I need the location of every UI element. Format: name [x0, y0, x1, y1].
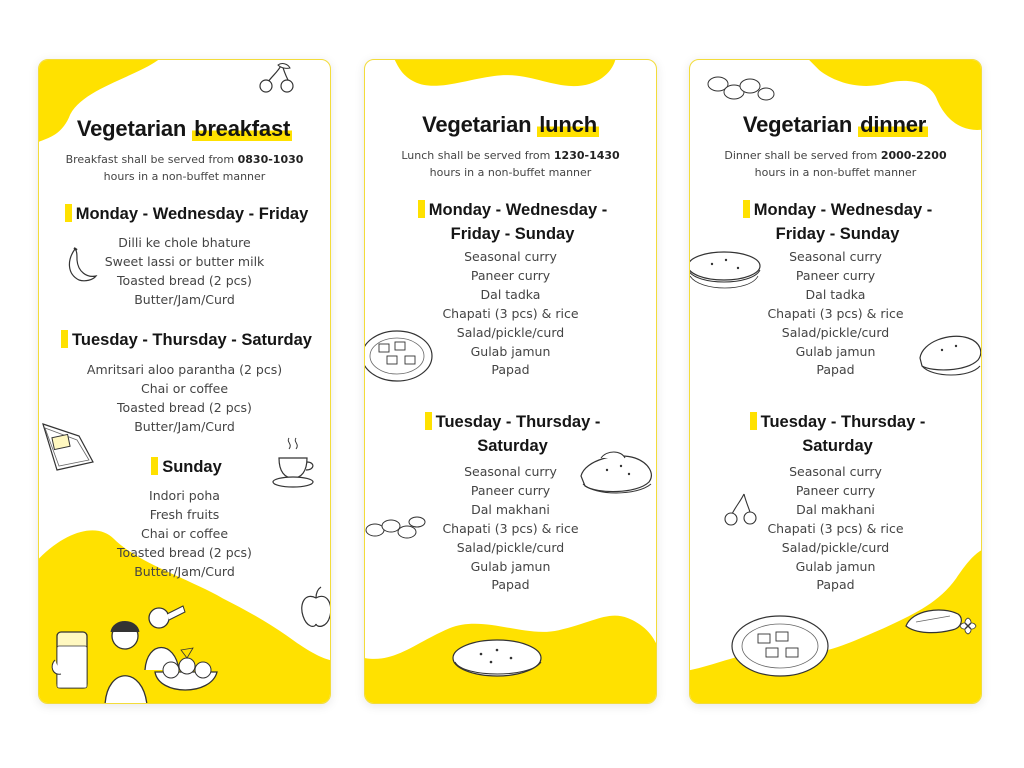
title-prefix: Vegetarian — [422, 112, 532, 137]
menu-item: Dal makhani — [471, 501, 550, 517]
menu-item: Chapati (3 pcs) & rice — [442, 520, 579, 536]
title-highlight: dinner — [860, 112, 927, 137]
paratha-stack-icon — [577, 448, 657, 500]
paratha-stack-icon — [916, 328, 982, 382]
coffee-cup-icon — [271, 436, 321, 494]
day-label-line1: Tuesday - Thursday - — [435, 413, 601, 431]
menu-item: Chai or coffee — [140, 380, 229, 396]
breakfast-menu-card — [38, 59, 331, 704]
title-highlight: lunch — [539, 112, 597, 137]
menu-item: Papad — [491, 362, 530, 378]
breakfast-item-list-3 — [39, 487, 330, 582]
day-label-line1: Monday - Wednesday - — [753, 201, 933, 219]
breakfast-day-heading-1 — [53, 202, 320, 226]
breakfast-day-heading-2 — [53, 328, 320, 352]
day-label-line2: Friday - Sunday — [775, 225, 900, 243]
toast-icon — [39, 416, 97, 474]
dinner-serving-note — [708, 147, 963, 181]
title-prefix: Vegetarian — [76, 116, 187, 141]
accent-bar — [151, 457, 158, 475]
lunch-serving-note — [383, 147, 638, 181]
menu-item: Paneer curry — [795, 482, 876, 498]
menu-item: Chapati (3 pcs) & rice — [767, 520, 904, 536]
title-highlight: breakfast — [194, 116, 291, 141]
sliced-vegetables-icon — [365, 512, 427, 542]
menu-item: Papad — [816, 577, 855, 593]
menu-item: Dilli ke chole bhature — [118, 235, 251, 250]
menu-item: Amritsari aloo parantha (2 pcs) — [86, 362, 283, 377]
day-label-line2: Friday - Sunday — [450, 225, 575, 243]
chapati-stack-icon — [451, 634, 547, 682]
menu-item: Seasonal curry — [789, 464, 882, 479]
menu-item: Salad/pickle/curd — [781, 324, 890, 340]
menu-item: Butter/Jam/Curd — [134, 418, 235, 434]
menu-item: Toasted bread (2 pcs) — [117, 544, 252, 560]
menu-item: Gulab jamun — [795, 558, 876, 574]
menu-item: Chapati (3 pcs) & rice — [767, 305, 904, 321]
note-suffix: hours in a non-buffet manner — [754, 166, 917, 179]
menu-item: Chapati (3 pcs) & rice — [442, 305, 579, 321]
dinner-day-heading-1 — [704, 198, 971, 246]
menu-item: Paneer curry — [470, 267, 551, 283]
menu-item: Gulab jamun — [470, 343, 551, 359]
menu-item: Dal tadka — [480, 286, 541, 302]
menu-item: Gulab jamun — [795, 343, 876, 359]
menu-item: Seasonal curry — [789, 249, 882, 264]
note-time: 1230-1430 — [553, 149, 620, 162]
note-time: 2000-2200 — [880, 149, 947, 162]
accent-bar — [418, 200, 425, 218]
note-suffix: hours in a non-buffet manner — [103, 170, 266, 183]
breakfast-people-illustration — [51, 600, 231, 704]
menu-item: Fresh fruits — [149, 506, 220, 522]
menu-item: Gulab jamun — [470, 558, 551, 574]
menu-item: Dal makhani — [796, 501, 875, 517]
day-label: Sunday — [162, 458, 222, 476]
accent-bar — [743, 200, 750, 218]
lunch-title — [365, 112, 656, 138]
note-prefix: Lunch shall be served from — [401, 149, 551, 162]
cherries-icon — [254, 62, 300, 96]
dinner-menu-card — [689, 59, 982, 704]
menu-item: Paneer curry — [470, 482, 551, 498]
title-prefix: Vegetarian — [742, 112, 853, 137]
note-prefix: Dinner shall be served from — [724, 149, 878, 162]
breakfast-title — [39, 116, 330, 142]
menu-item: Sweet lassi or butter milk — [104, 253, 265, 269]
banana-icon — [65, 246, 99, 284]
day-label: Monday - Wednesday - Friday — [75, 205, 309, 223]
menu-item: Paneer curry — [795, 267, 876, 283]
chapati-stack-icon — [689, 246, 766, 294]
cherries-icon — [720, 492, 760, 530]
accent-bar — [750, 412, 757, 430]
menu-item: Chai or coffee — [140, 525, 229, 541]
menu-item: Dal tadka — [805, 286, 866, 302]
day-label-line2: Saturday — [802, 437, 873, 455]
menu-item: Salad/pickle/curd — [456, 324, 565, 340]
day-label-line2: Saturday — [477, 437, 548, 455]
day-label-line1: Tuesday - Thursday - — [760, 413, 926, 431]
lunch-menu-card — [364, 59, 657, 704]
dinner-day-heading-2 — [704, 410, 971, 458]
accent-bar — [61, 330, 68, 348]
menu-item: Butter/Jam/Curd — [134, 291, 235, 307]
lunch-day-heading-1 — [379, 198, 646, 246]
menu-item: Butter/Jam/Curd — [134, 563, 235, 579]
note-time: 0830-1030 — [237, 153, 304, 166]
menu-item: Indori poha — [149, 488, 220, 503]
menu-item: Papad — [816, 362, 855, 378]
menu-item: Toasted bread (2 pcs) — [117, 399, 252, 415]
menu-item: Salad/pickle/curd — [456, 539, 565, 555]
dinner-title — [690, 112, 981, 138]
menu-item: Salad/pickle/curd — [781, 539, 890, 555]
paneer-plate-icon — [730, 612, 830, 678]
accent-bar — [425, 412, 432, 430]
menu-item: Toasted bread (2 pcs) — [117, 272, 252, 288]
menu-item: Seasonal curry — [464, 464, 557, 479]
menu-item: Seasonal curry — [464, 249, 557, 264]
note-prefix: Breakfast shall be served from — [65, 153, 235, 166]
menu-item: Papad — [491, 577, 530, 593]
apple-icon — [299, 586, 331, 630]
note-suffix: hours in a non-buffet manner — [429, 166, 592, 179]
paneer-plate-icon — [364, 326, 437, 384]
day-label: Tuesday - Thursday - Saturday — [72, 331, 312, 349]
breakfast-serving-note — [57, 151, 312, 185]
cucumber-flower-icon — [902, 600, 978, 640]
day-label-line1: Monday - Wednesday - — [428, 201, 608, 219]
sliced-vegetables-icon — [706, 70, 776, 104]
accent-bar — [65, 204, 72, 222]
